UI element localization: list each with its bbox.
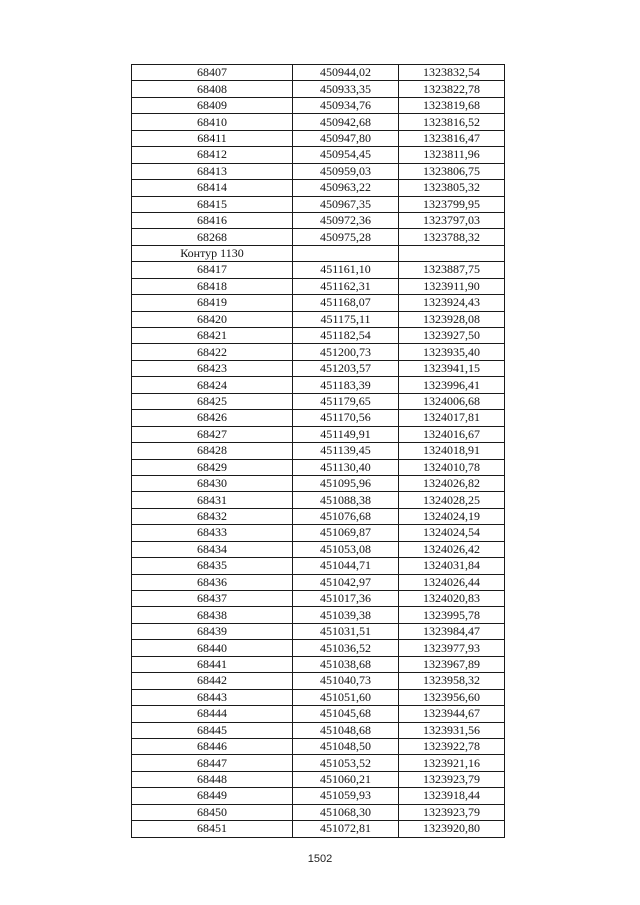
y-coordinate-cell: 1324026,42 <box>399 541 505 557</box>
table-row <box>132 656 505 672</box>
page-number: 1502 <box>307 853 333 865</box>
y-coordinate-cell: 1323911,90 <box>399 278 505 294</box>
x-coordinate-cell: 451053,52 <box>293 755 399 771</box>
y-coordinate-cell: 1324016,67 <box>399 426 505 442</box>
x-coordinate-cell: 451072,81 <box>293 821 399 837</box>
point-id-cell: 68428 <box>132 443 293 459</box>
point-id-cell: 68440 <box>132 640 293 656</box>
point-id-cell: 68430 <box>132 475 293 491</box>
table-row <box>132 443 505 459</box>
point-id-cell: 68446 <box>132 738 293 754</box>
empty-cell <box>293 245 399 261</box>
y-coordinate-cell: 1324026,82 <box>399 475 505 491</box>
table-row <box>132 262 505 278</box>
table-row <box>132 212 505 228</box>
y-coordinate-cell: 1323967,89 <box>399 656 505 672</box>
table-row <box>132 81 505 97</box>
y-coordinate-cell: 1323927,50 <box>399 328 505 344</box>
table-row <box>132 492 505 508</box>
x-coordinate-cell: 451179,65 <box>293 393 399 409</box>
x-coordinate-cell: 451048,68 <box>293 722 399 738</box>
y-coordinate-cell: 1323811,96 <box>399 147 505 163</box>
point-id-cell: 68426 <box>132 410 293 426</box>
point-id-cell: 68412 <box>132 147 293 163</box>
point-id-cell: 68414 <box>132 180 293 196</box>
table-row <box>132 689 505 705</box>
x-coordinate-cell: 451060,21 <box>293 771 399 787</box>
table-row <box>132 574 505 590</box>
y-coordinate-cell: 1323788,32 <box>399 229 505 245</box>
x-coordinate-cell: 451053,08 <box>293 541 399 557</box>
y-coordinate-cell: 1323928,08 <box>399 311 505 327</box>
point-id-cell: 68427 <box>132 426 293 442</box>
point-id-cell: 68444 <box>132 706 293 722</box>
x-coordinate-cell: 451175,11 <box>293 311 399 327</box>
point-id-cell: 68407 <box>132 65 293 81</box>
y-coordinate-cell: 1323918,44 <box>399 788 505 804</box>
point-id-cell: 68417 <box>132 262 293 278</box>
x-coordinate-cell: 451051,60 <box>293 689 399 705</box>
y-coordinate-cell: 1323887,75 <box>399 262 505 278</box>
table-row <box>132 360 505 376</box>
point-id-cell: 68420 <box>132 311 293 327</box>
y-coordinate-cell: 1323996,41 <box>399 377 505 393</box>
table-row <box>132 163 505 179</box>
table-row <box>132 623 505 639</box>
table-row <box>132 459 505 475</box>
table-row <box>132 97 505 113</box>
x-coordinate-cell: 451095,96 <box>293 475 399 491</box>
table-row <box>132 788 505 804</box>
table-row <box>132 525 505 541</box>
y-coordinate-cell: 1323805,32 <box>399 180 505 196</box>
y-coordinate-cell: 1323921,16 <box>399 755 505 771</box>
x-coordinate-cell: 450942,68 <box>293 114 399 130</box>
x-coordinate-cell: 451200,73 <box>293 344 399 360</box>
x-coordinate-cell: 451076,68 <box>293 508 399 524</box>
point-id-cell: 68438 <box>132 607 293 623</box>
contour-header-row <box>132 245 505 261</box>
point-id-cell: 68433 <box>132 525 293 541</box>
point-id-cell: 68411 <box>132 130 293 146</box>
y-coordinate-cell: 1323799,95 <box>399 196 505 212</box>
y-coordinate-cell: 1324017,81 <box>399 410 505 426</box>
y-coordinate-cell: 1323941,15 <box>399 360 505 376</box>
x-coordinate-cell: 450954,45 <box>293 147 399 163</box>
y-coordinate-cell: 1323931,56 <box>399 722 505 738</box>
point-id-cell: 68418 <box>132 278 293 294</box>
point-id-cell: 68421 <box>132 328 293 344</box>
x-coordinate-cell: 451045,68 <box>293 706 399 722</box>
point-id-cell: 68441 <box>132 656 293 672</box>
point-id-cell: 68434 <box>132 541 293 557</box>
point-id-cell: 68432 <box>132 508 293 524</box>
point-id-cell: 68431 <box>132 492 293 508</box>
x-coordinate-cell: 451036,52 <box>293 640 399 656</box>
point-id-cell: 68268 <box>132 229 293 245</box>
x-coordinate-cell: 451044,71 <box>293 558 399 574</box>
table-row <box>132 738 505 754</box>
table-row <box>132 147 505 163</box>
y-coordinate-cell: 1324020,83 <box>399 591 505 607</box>
y-coordinate-cell: 1323924,43 <box>399 295 505 311</box>
table-row <box>132 558 505 574</box>
empty-cell <box>399 245 505 261</box>
table-row <box>132 196 505 212</box>
point-id-cell: 68445 <box>132 722 293 738</box>
y-coordinate-cell: 1323922,78 <box>399 738 505 754</box>
point-id-cell: 68449 <box>132 788 293 804</box>
y-coordinate-cell: 1323956,60 <box>399 689 505 705</box>
x-coordinate-cell: 451203,57 <box>293 360 399 376</box>
x-coordinate-cell: 451038,68 <box>293 656 399 672</box>
y-coordinate-cell: 1323923,79 <box>399 804 505 820</box>
point-id-cell: 68423 <box>132 360 293 376</box>
x-coordinate-cell: 450967,35 <box>293 196 399 212</box>
x-coordinate-cell: 451149,91 <box>293 426 399 442</box>
x-coordinate-cell: 451059,93 <box>293 788 399 804</box>
y-coordinate-cell: 1323832,54 <box>399 65 505 81</box>
table-row <box>132 508 505 524</box>
table-row <box>132 541 505 557</box>
point-id-cell: 68413 <box>132 163 293 179</box>
point-id-cell: 68451 <box>132 821 293 837</box>
x-coordinate-cell: 450972,36 <box>293 212 399 228</box>
x-coordinate-cell: 450933,35 <box>293 81 399 97</box>
y-coordinate-cell: 1323822,78 <box>399 81 505 97</box>
table-row <box>132 755 505 771</box>
table-row <box>132 311 505 327</box>
y-coordinate-cell: 1323816,47 <box>399 130 505 146</box>
x-coordinate-cell: 451182,54 <box>293 328 399 344</box>
table-row <box>132 821 505 837</box>
x-coordinate-cell: 451183,39 <box>293 377 399 393</box>
y-coordinate-cell: 1324028,25 <box>399 492 505 508</box>
x-coordinate-cell: 450963,22 <box>293 180 399 196</box>
y-coordinate-cell: 1324031,84 <box>399 558 505 574</box>
y-coordinate-cell: 1323923,79 <box>399 771 505 787</box>
point-id-cell: 68436 <box>132 574 293 590</box>
point-id-cell: 68416 <box>132 212 293 228</box>
table-row <box>132 344 505 360</box>
y-coordinate-cell: 1323920,80 <box>399 821 505 837</box>
point-id-cell: 68409 <box>132 97 293 113</box>
y-coordinate-cell: 1323958,32 <box>399 673 505 689</box>
y-coordinate-cell: 1324018,91 <box>399 443 505 459</box>
table-row <box>132 475 505 491</box>
x-coordinate-cell: 450934,76 <box>293 97 399 113</box>
x-coordinate-cell: 451069,87 <box>293 525 399 541</box>
table-row <box>132 377 505 393</box>
table-row <box>132 278 505 294</box>
y-coordinate-cell: 1324026,44 <box>399 574 505 590</box>
point-id-cell: 68435 <box>132 558 293 574</box>
coordinates-table-body <box>132 65 505 838</box>
point-id-cell: 68439 <box>132 623 293 639</box>
x-coordinate-cell: 451040,73 <box>293 673 399 689</box>
x-coordinate-cell: 451031,51 <box>293 623 399 639</box>
x-coordinate-cell: 451068,30 <box>293 804 399 820</box>
table-row <box>132 771 505 787</box>
y-coordinate-cell: 1324010,78 <box>399 459 505 475</box>
point-id-cell: 68424 <box>132 377 293 393</box>
contour-label: Контур 1130 <box>132 245 293 261</box>
y-coordinate-cell: 1323816,52 <box>399 114 505 130</box>
point-id-cell: 68450 <box>132 804 293 820</box>
table-row <box>132 130 505 146</box>
y-coordinate-cell: 1323797,03 <box>399 212 505 228</box>
x-coordinate-cell: 451017,36 <box>293 591 399 607</box>
table-row <box>132 410 505 426</box>
y-coordinate-cell: 1323944,67 <box>399 706 505 722</box>
x-coordinate-cell: 450947,80 <box>293 130 399 146</box>
table-row <box>132 607 505 623</box>
x-coordinate-cell: 450959,03 <box>293 163 399 179</box>
y-coordinate-cell: 1324006,68 <box>399 393 505 409</box>
point-id-cell: 68410 <box>132 114 293 130</box>
point-id-cell: 68443 <box>132 689 293 705</box>
x-coordinate-cell: 451048,50 <box>293 738 399 754</box>
x-coordinate-cell: 450944,02 <box>293 65 399 81</box>
x-coordinate-cell: 451039,38 <box>293 607 399 623</box>
table-row <box>132 295 505 311</box>
x-coordinate-cell: 450975,28 <box>293 229 399 245</box>
x-coordinate-cell: 451088,38 <box>293 492 399 508</box>
x-coordinate-cell: 451161,10 <box>293 262 399 278</box>
point-id-cell: 68422 <box>132 344 293 360</box>
y-coordinate-cell: 1323935,40 <box>399 344 505 360</box>
point-id-cell: 68425 <box>132 393 293 409</box>
table-row <box>132 673 505 689</box>
coordinates-table <box>131 64 505 838</box>
point-id-cell: 68419 <box>132 295 293 311</box>
y-coordinate-cell: 1324024,54 <box>399 525 505 541</box>
x-coordinate-cell: 451168,07 <box>293 295 399 311</box>
point-id-cell: 68429 <box>132 459 293 475</box>
table-row <box>132 640 505 656</box>
x-coordinate-cell: 451170,56 <box>293 410 399 426</box>
point-id-cell: 68448 <box>132 771 293 787</box>
y-coordinate-cell: 1323977,93 <box>399 640 505 656</box>
table-row <box>132 65 505 81</box>
x-coordinate-cell: 451042,97 <box>293 574 399 590</box>
point-id-cell: 68415 <box>132 196 293 212</box>
point-id-cell: 68408 <box>132 81 293 97</box>
table-row <box>132 426 505 442</box>
x-coordinate-cell: 451139,45 <box>293 443 399 459</box>
table-row <box>132 804 505 820</box>
table-row <box>132 591 505 607</box>
table-row <box>132 229 505 245</box>
point-id-cell: 68447 <box>132 755 293 771</box>
x-coordinate-cell: 451162,31 <box>293 278 399 294</box>
table-row <box>132 706 505 722</box>
y-coordinate-cell: 1323995,78 <box>399 607 505 623</box>
point-id-cell: 68442 <box>132 673 293 689</box>
y-coordinate-cell: 1323806,75 <box>399 163 505 179</box>
table-row <box>132 328 505 344</box>
y-coordinate-cell: 1323984,47 <box>399 623 505 639</box>
table-row <box>132 722 505 738</box>
y-coordinate-cell: 1324024,19 <box>399 508 505 524</box>
table-row <box>132 114 505 130</box>
point-id-cell: 68437 <box>132 591 293 607</box>
table-row <box>132 393 505 409</box>
y-coordinate-cell: 1323819,68 <box>399 97 505 113</box>
table-row <box>132 180 505 196</box>
x-coordinate-cell: 451130,40 <box>293 459 399 475</box>
